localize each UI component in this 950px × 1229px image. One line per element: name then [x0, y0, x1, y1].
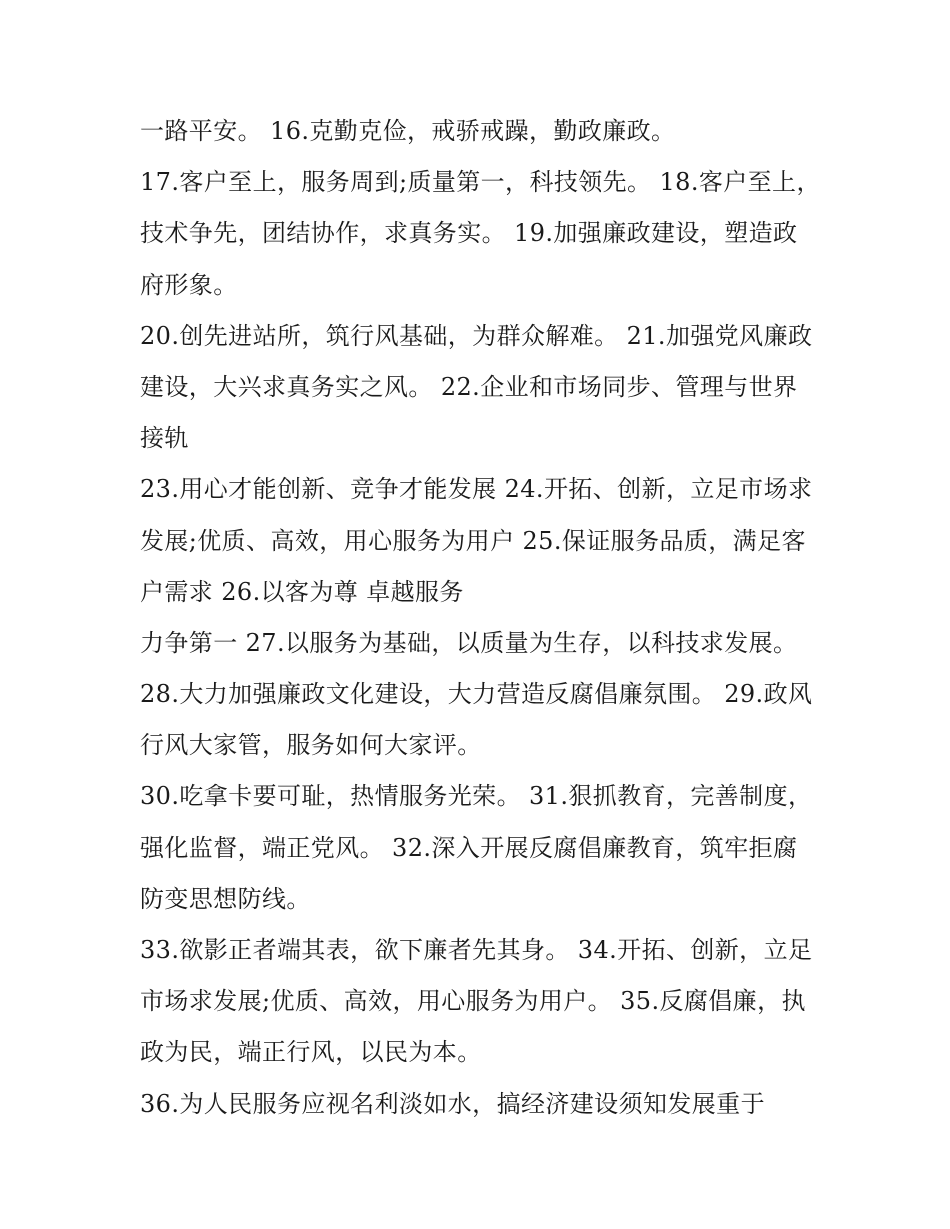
text-line-19: 政为民，端正行风，以民为本。: [140, 1038, 482, 1067]
text-line-15: 强化监督，端正党风。 32.深入开展反腐倡廉教育，筑牢拒腐: [140, 833, 798, 862]
text-line-1: 一路平安。 16.克勤克俭，戒骄戒躁，勤政廉政。: [140, 117, 676, 145]
text-line-17: 33.欲影正者端其表，欲下廉者先其身。 34.开拓、创新，立足: [140, 936, 813, 964]
text-line-16: 防变思想防线。: [140, 884, 311, 913]
text-line-13: 行风大家管，服务如何大家评。: [140, 731, 482, 760]
document-body: [140, 106, 820, 1130]
text-line-5: 20.创先进站所，筑行风基础，为群众解难。 21.加强党风廉政: [140, 321, 813, 350]
text-line-3: 技术争先，团结协作，求真务实。 19.加强廉政建设，塑造政: [140, 219, 798, 248]
text-line-4: 府形象。: [140, 270, 238, 299]
text-line-14: 30.吃拿卡要可耻，热情服务光荣。 31.狠抓教育，完善制度，: [140, 782, 813, 811]
text-line-10: 户需求 26.以客为尊 卓越服务: [140, 577, 464, 606]
text-line-7: 接轨: [140, 424, 189, 453]
text-line-2: 17.客户至上，服务周到;质量第一，科技领先。 18.客户至上，: [140, 168, 821, 197]
text-line-18: 市场求发展;优质、高效，用心服务为用户。 35.反腐倡廉，执: [140, 987, 806, 1016]
text-line-20: 36.为人民服务应视名利淡如水，搞经济建设须知发展重于: [140, 1089, 765, 1118]
text-line-6: 建设，大兴求真务实之风。 22.企业和市场同步、管理与世界: [140, 372, 798, 401]
text-line-8: 23.用心才能创新、竞争才能发展 24.开拓、创新，立足市场求: [140, 475, 813, 504]
text-line-12: 28.大力加强廉政文化建设，大力营造反腐倡廉氛围。 29.政风: [140, 680, 813, 709]
text-line-11: 力争第一 27.以服务为基础，以质量为生存，以科技求发展。: [140, 628, 798, 657]
text-line-9: 发展;优质、高效，用心服务为用户 25.保证服务品质，满足客: [140, 526, 806, 555]
